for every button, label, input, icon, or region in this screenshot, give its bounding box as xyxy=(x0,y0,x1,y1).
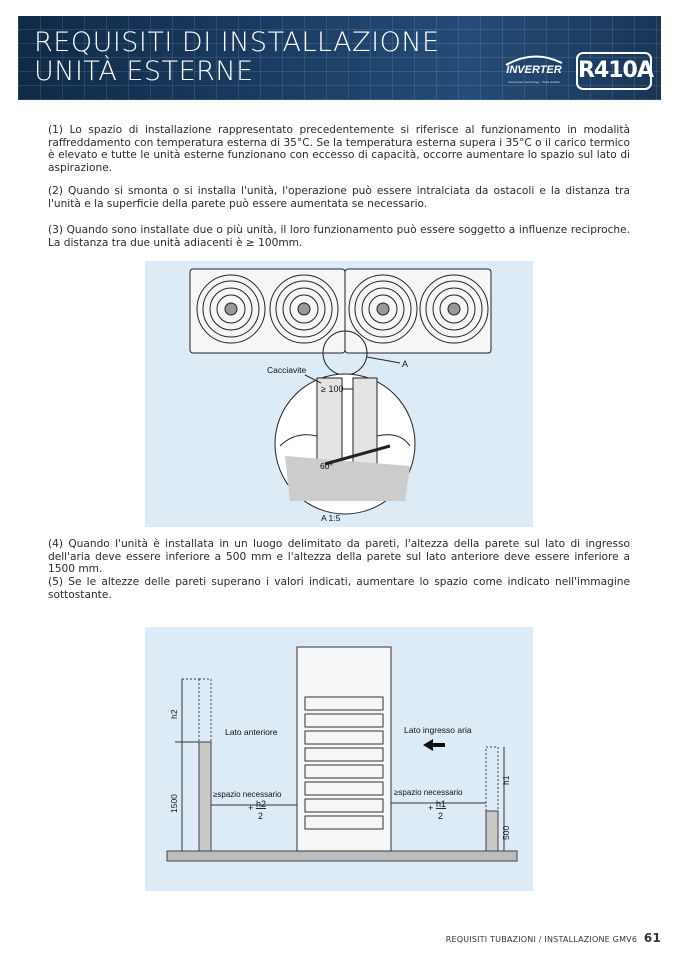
label-space-left: ≥spazio necessario xyxy=(213,790,282,799)
label-screwdriver: Cacciavite xyxy=(267,365,307,375)
outdoor-unit-side xyxy=(297,647,391,851)
r410a-logo: R410A xyxy=(576,52,652,90)
paragraph-1: (1) Lo spazio di installazione rappresentato precedentemente si riferisce al funzionamento in modalità raffreddamento con temperatura esterna di 35°C. Se la temperatura esterna supera i 35°C o il carico termico è elevato e tutte le unità esterne funzionano con eccesso di capacità, occorre aumentare lo spazio sul lato di aspirazione. xyxy=(48,124,630,174)
label-plus-right: + xyxy=(428,803,434,813)
outdoor-unit-left xyxy=(190,269,345,353)
page-header xyxy=(18,16,661,100)
label-angle: 60° xyxy=(320,461,333,471)
label-fraction-right-denominator: 2 xyxy=(438,811,444,821)
paragraph-2: (2) Quando si smonta o si installa l'unità, l'operazione può essere intralciata da ostacoli e la distanza tra l'unità e la superficie della parete può essere aumentata se necessario. xyxy=(48,185,630,210)
front-wall xyxy=(199,742,211,851)
label-scale: A 1:5 xyxy=(321,513,341,523)
label-space-right: ≥spazio necessario xyxy=(394,788,463,797)
paragraph-3: (3) Quando sono installate due o più unità, il loro funzionamento può essere soggetto a influenze reciproche. La distanza tra due unità adiacenti è ≥ 100mm. xyxy=(48,224,630,249)
label-air-inlet: Lato ingresso aria xyxy=(404,725,472,735)
label-500: 500 xyxy=(501,825,511,840)
label-1500: 1500 xyxy=(169,794,179,813)
page-number: 61 xyxy=(643,931,661,945)
label-plus-left: + xyxy=(248,803,254,813)
wall-height-figure xyxy=(145,627,533,891)
title-line-1: REQUISITI DI INSTALLAZIONE xyxy=(34,27,440,58)
inverter-logo-text: INVERTER xyxy=(506,64,562,76)
inverter-logo xyxy=(500,51,568,87)
label-h2: h2 xyxy=(169,709,179,719)
inlet-wall xyxy=(486,811,498,851)
label-fraction-left-denominator: 2 xyxy=(258,811,264,821)
paragraph-5: (5) Se le altezze delle pareti superano i valori indicati, aumentare lo spazio come indicato nell'immagine sottostante. xyxy=(48,576,630,601)
paragraph-4: (4) Quando l'unità è installata in un luogo delimitato da pareti, l'altezza della parete sul lato di ingresso dell'aria deve essere inferiore a 500 mm e l'altezza della parete sul lato anteriore deve essere inferiore a 1500 mm. xyxy=(48,538,630,576)
footer-section: REQUISITI TUBAZIONI / INSTALLAZIONE GMV6 xyxy=(445,935,638,944)
inlet-wall-extension xyxy=(486,747,498,811)
page-footer xyxy=(400,931,661,945)
ground xyxy=(167,851,517,861)
title-line-2: UNITÀ ESTERNE xyxy=(34,56,254,87)
label-gap: ≥ 100 xyxy=(321,384,344,394)
page-title xyxy=(34,28,440,86)
air-inlet-arrow-icon xyxy=(423,739,445,751)
outdoor-unit-right xyxy=(345,269,491,353)
label-front-side: Lato anteriore xyxy=(225,727,278,737)
label-a: A xyxy=(402,359,409,369)
inverter-logo-subtext: Compressor technology - Work smarter xyxy=(507,80,561,84)
label-fraction-left-numerator: h2 xyxy=(256,799,267,809)
label-h1: h1 xyxy=(501,775,511,785)
units-spacing-figure xyxy=(145,261,533,527)
front-wall-extension xyxy=(199,679,211,742)
detail-circle xyxy=(275,374,415,514)
label-fraction-right-numerator: h1 xyxy=(436,799,447,809)
